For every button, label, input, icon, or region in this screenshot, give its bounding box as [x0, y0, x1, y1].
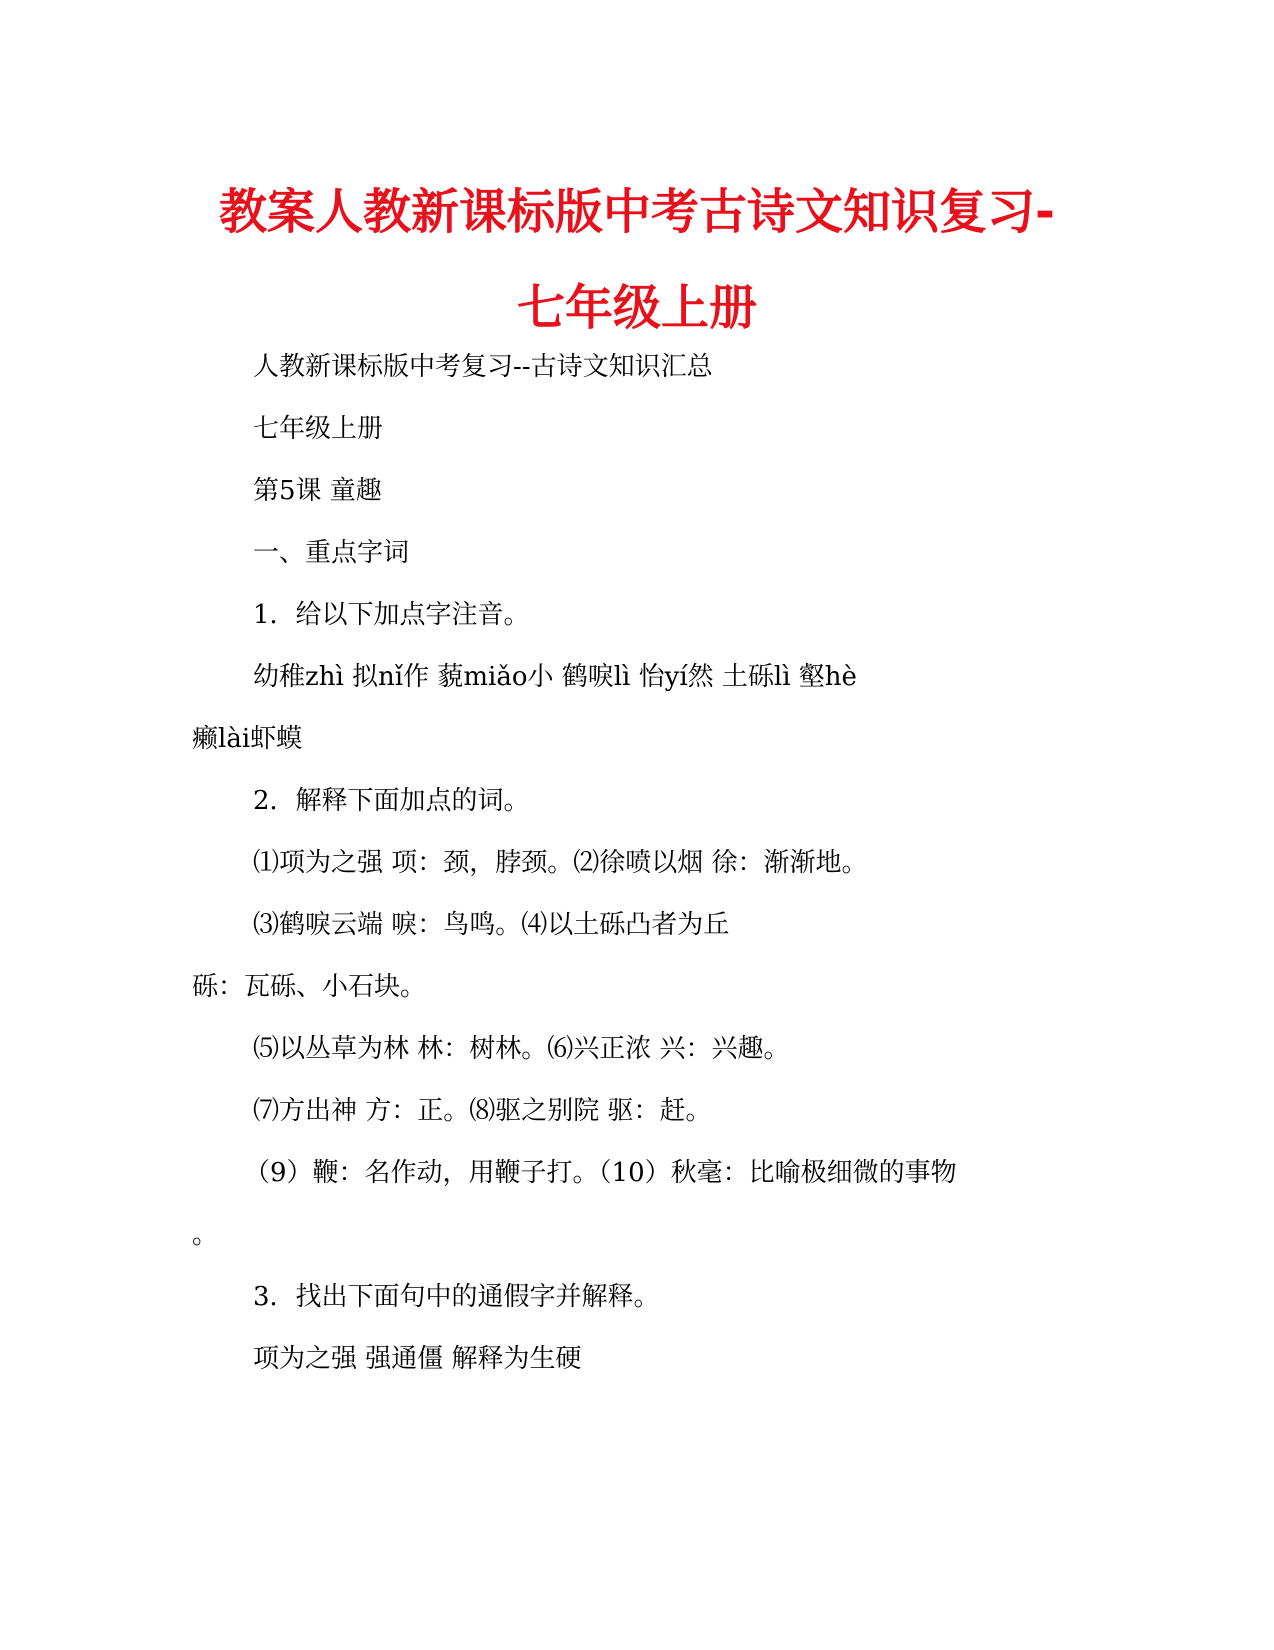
explanation-line-6: （9）鞭：名作动，用鞭子打。（10）秋毫：比喻极细微的事物 — [244, 1158, 957, 1188]
tongjia-line-1: 项为之强 强通僵 解释为生硬 — [253, 1344, 582, 1374]
explanation-line-3: 砾：瓦砾、小石块。 — [192, 972, 427, 1002]
subtitle: 人教新课标版中考复习--古诗文知识汇总 — [253, 352, 713, 382]
section-heading: 一、重点字词 — [253, 538, 410, 568]
question-1: 1．给以下加点字注音。 — [253, 600, 530, 630]
explanation-line-1: ⑴项为之强 项：颈，脖颈。⑵徐喷以烟 徐：渐渐地。 — [253, 848, 868, 878]
explanation-line-2: ⑶鹤唳云端 唳：鸟鸣。⑷以土砾凸者为丘 — [253, 910, 730, 940]
lesson-heading: 第5课 童趣 — [253, 476, 382, 506]
grade-heading: 七年级上册 — [253, 414, 384, 444]
pinyin-line-2: 癞lài虾蟆 — [192, 724, 303, 754]
explanation-line-7: 。 — [192, 1220, 219, 1250]
document-title-line-2: 七年级上册 — [516, 280, 757, 336]
pinyin-line-1: 幼稚zhì 拟nǐ作 藐miǎo小 鹤唳lì 怡yí然 土砾lì 壑hè — [253, 662, 857, 692]
document-title-line-1: 教案人教新课标版中考古诗文知识复习- — [219, 184, 1055, 240]
question-2: 2．解释下面加点的词。 — [253, 786, 530, 816]
explanation-line-5: ⑺方出神 方：正。⑻驱之别院 驱：赶。 — [253, 1096, 712, 1126]
explanation-line-4: ⑸以丛草为林 林：树林。⑹兴正浓 兴：兴趣。 — [253, 1034, 790, 1064]
question-3: 3．找出下面句中的通假字并解释。 — [253, 1282, 660, 1312]
